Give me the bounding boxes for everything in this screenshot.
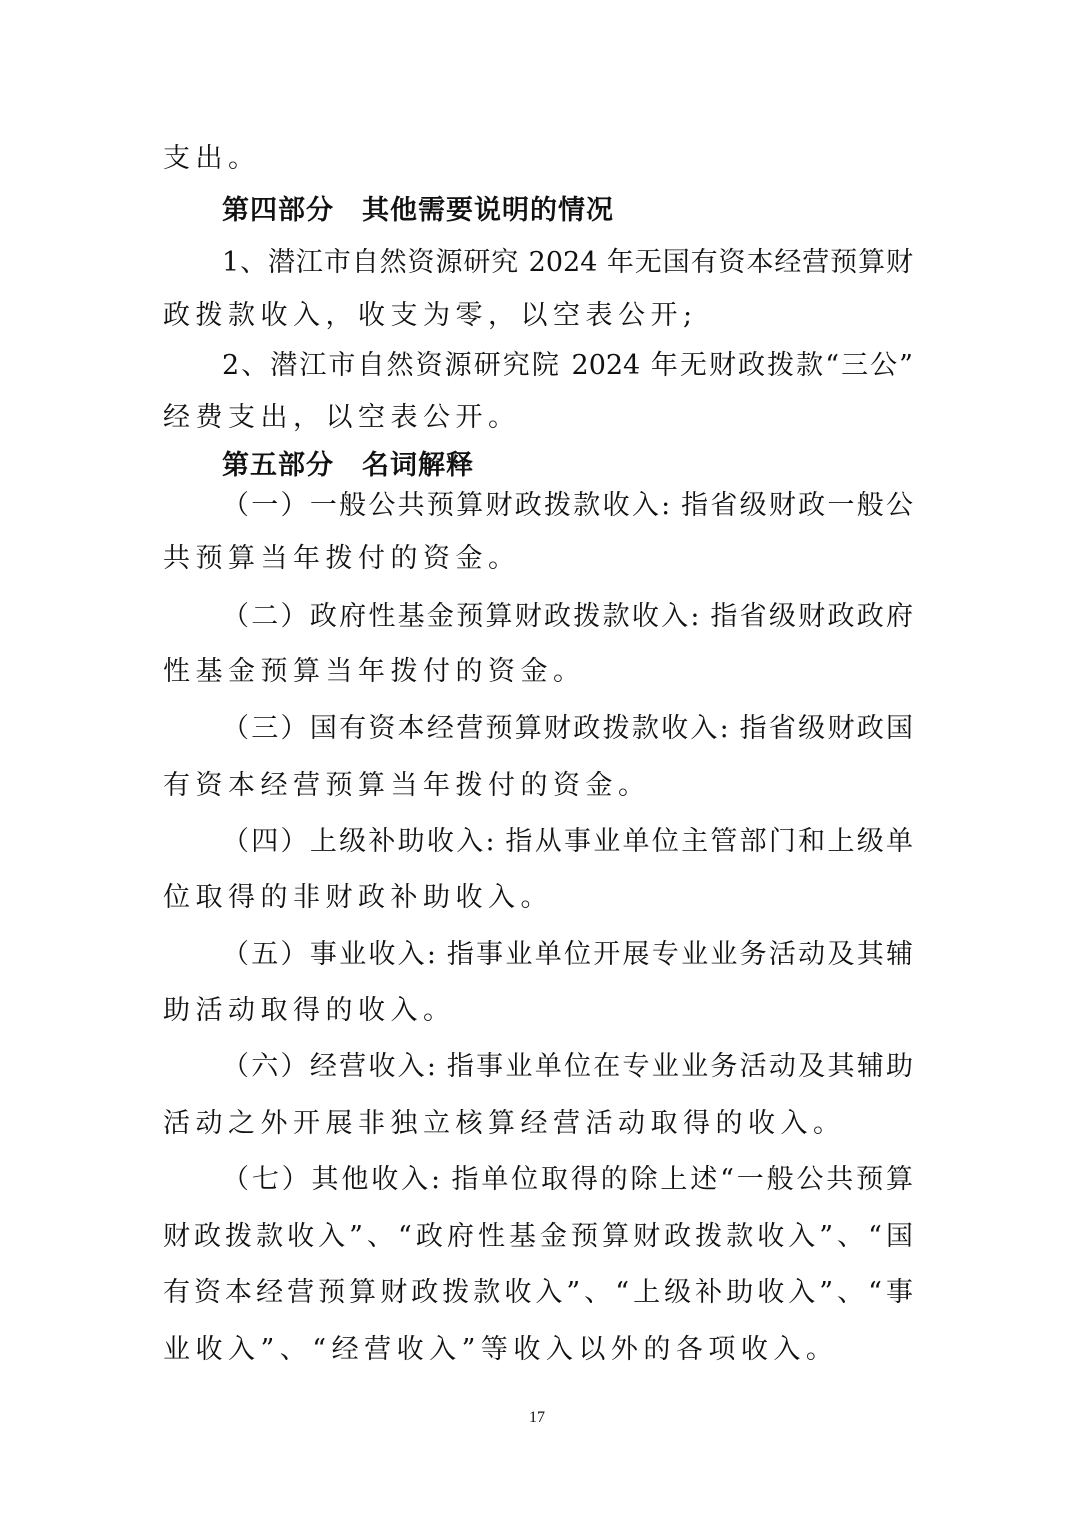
section-4-heading: 第四部分 其他需要说明的情况 (222, 195, 614, 226)
definition-2-line-1: （二）政府性基金预算财政拨款收入: 指省级财政政府 (222, 601, 913, 632)
section-4-item-2-line-2: 经费支出，以空表公开。 (163, 402, 521, 433)
definition-4-line-2: 位取得的非财政补助收入。 (163, 882, 553, 913)
definition-2-line-2: 性基金预算当年拨付的资金。 (163, 656, 586, 687)
definition-3-line-2: 有资本经营预算当年拨付的资金。 (163, 770, 651, 801)
definition-4-line-1: （四）上级补助收入: 指从事业单位主管部门和上级单 (222, 826, 913, 857)
page-number: 17 (529, 1409, 545, 1426)
continued-text: 支出。 (163, 143, 261, 174)
definition-7-line-2: 财政拨款收入”、“政府性基金预算财政拨款收入”、“国 (163, 1221, 913, 1252)
definition-3-line-1: （三）国有资本经营预算财政拨款收入: 指省级财政国 (222, 713, 913, 744)
definition-6-line-2: 活动之外开展非独立核算经营活动取得的收入。 (163, 1108, 846, 1139)
definition-5-line-1: （五）事业收入: 指事业单位开展专业业务活动及其辅 (222, 939, 913, 970)
definition-7-line-1: （七）其他收入: 指单位取得的除上述“一般公共预算 (222, 1164, 913, 1195)
section-5-heading: 第五部分 名词解释 (222, 450, 474, 481)
definition-1-line-1: （一）一般公共预算财政拨款收入: 指省级财政一般公 (222, 490, 913, 521)
definition-7-line-4: 业收入”、“经营收入”等收入以外的各项收入。 (163, 1334, 839, 1365)
section-4-item-1-line-1: 1、潜江市自然资源研究 2024 年无国有资本经营预算财 (222, 247, 913, 278)
section-4-item-1-line-2: 政拨款收入，收支为零，以空表公开; (163, 300, 698, 331)
definition-5-line-2: 助活动取得的收入。 (163, 995, 456, 1026)
definition-7-line-3: 有资本经营预算财政拨款收入”、“上级补助收入”、“事 (163, 1277, 913, 1308)
definition-1-line-2: 共预算当年拨付的资金。 (163, 543, 521, 574)
definition-6-line-1: （六）经营收入: 指事业单位在专业业务活动及其辅助 (222, 1051, 913, 1082)
section-4-item-2-line-1: 2、潜江市自然资源研究院 2024 年无财政拨款“三公” (222, 350, 913, 381)
